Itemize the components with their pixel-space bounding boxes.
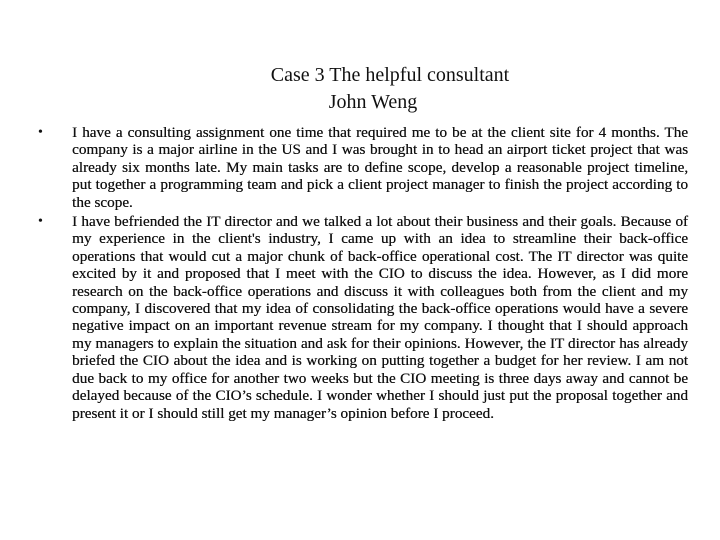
bullet-text: I have a consulting assignment one time that required me to be at the client site for 4 months. The company is a major airline in the US and I was brought in to head an airport ticket project that was already six months late. My main tasks are to define scope, develop a reasonable project timeline, put together a programming team and pick a client project manager to finish the project according to the scope. — [72, 124, 688, 211]
bullet-list — [38, 124, 688, 422]
title-line-case: Case 3 The helpful consultant — [270, 64, 510, 86]
slide-title — [0, 62, 720, 116]
title-line-author: John Weng — [328, 91, 418, 113]
bullet-item — [38, 124, 688, 211]
bullet-text: I have befriended the IT director and we talked a lot about their business and their goals. Because of my experience in the client's industry, I came up with an idea to streamline their back-office operations that would cut a major chunk of back-office operational cost. The IT director was quite excited by it and proposed that I meet with the CIO to discuss the idea. However, as I did more research on the back-office operations and discuss it with colleagues both from the client and my company, I discovered that my idea of consolidating the back-office operations would have a severe negative impact on an important revenue stream for my company. I thought that I should approach my managers to explain the situation and ask for their opinions. However, the IT director has already briefed the CIO about the idea and is working on putting together a budget for her review. I am not due back to my office for another two weeks but the CIO meeting is three days away and cannot be delayed because of the CIO’s schedule. I wonder whether I should just put the proposal together and present it or I should still get my manager’s opinion before I proceed. — [72, 213, 688, 422]
bullet-icon: • — [38, 214, 43, 230]
bullet-icon: • — [38, 125, 43, 140]
bullet-item — [38, 213, 688, 422]
